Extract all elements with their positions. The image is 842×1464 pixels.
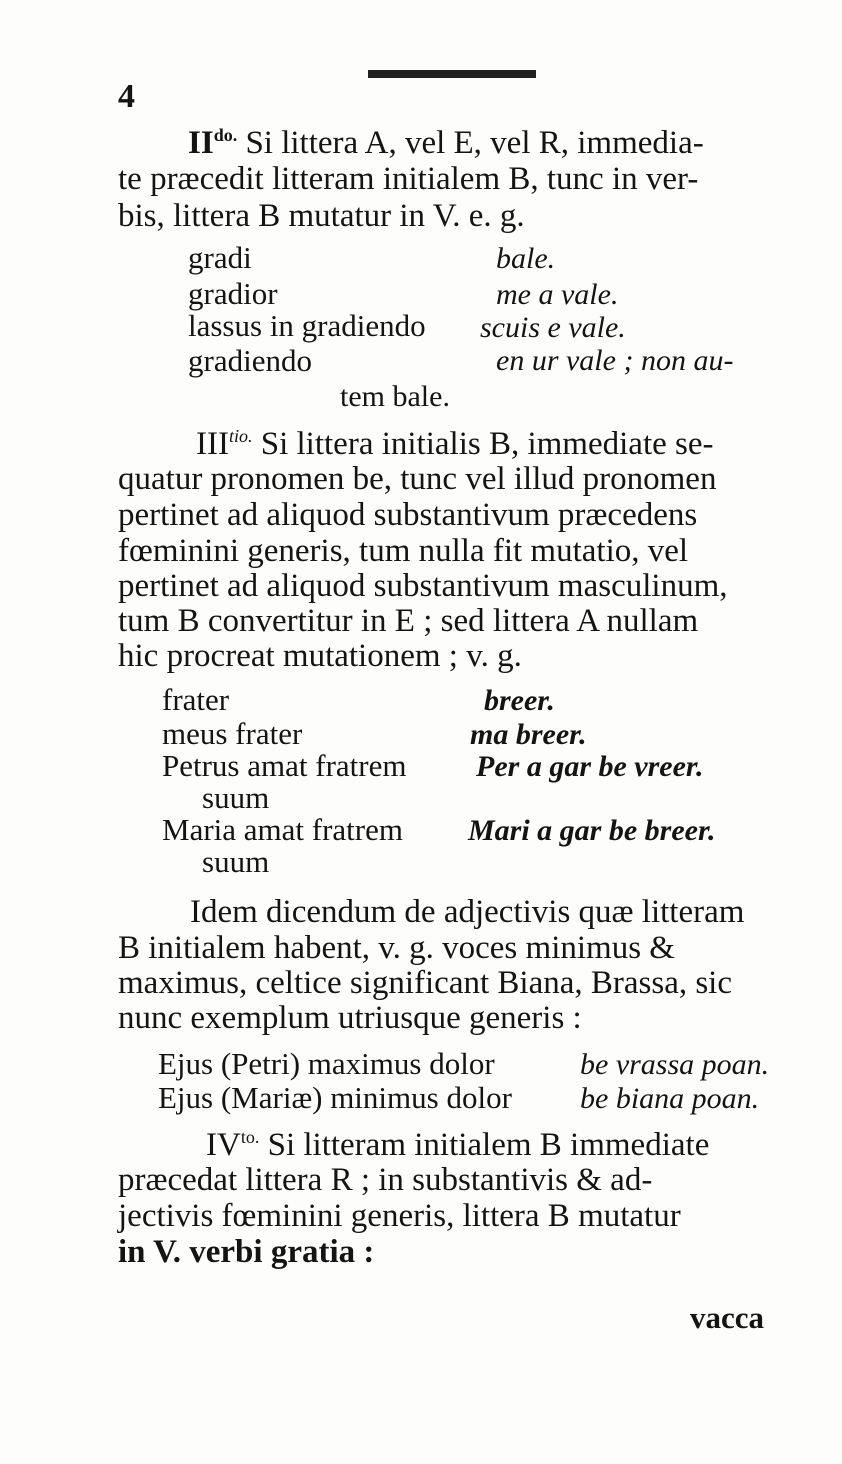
example-celtic: me a vale. xyxy=(496,278,619,311)
example-latin: Ejus (Mariæ) minimus dolor xyxy=(158,1080,512,1115)
catchword: vacca xyxy=(690,1300,765,1335)
example-latin: Ejus (Petri) maximus dolor xyxy=(158,1046,495,1081)
section-iii-line-6: tum B convertitur in E ; sed littera A nullam xyxy=(118,603,699,639)
example-celtic: be biana poan. xyxy=(580,1082,760,1115)
example-celtic: bale. xyxy=(496,242,556,275)
example-latin: suum xyxy=(202,844,270,879)
section-iv-line-1 xyxy=(206,1128,709,1162)
para-line-2: B initialem habent, v. g. voces minimus & xyxy=(118,930,675,966)
page-number: 4 xyxy=(118,78,135,115)
section-iv-marker-sup: to. xyxy=(240,1127,260,1147)
example-celtic: be vrassa poan. xyxy=(580,1048,770,1081)
example-latin: gradi xyxy=(188,240,252,275)
section-ii-marker: II xyxy=(188,125,214,161)
section-iii-line-5: pertinet ad aliquod substantivum masculinum, xyxy=(118,568,728,604)
example-latin: Petrus amat fratrem xyxy=(162,748,407,783)
section-iii-line-1 xyxy=(196,427,714,461)
section-iii-marker: III xyxy=(196,426,229,462)
section-iv-line-3: jectivis fœminini generis, littera B mutatur xyxy=(118,1198,681,1234)
section-ii-line-1 xyxy=(188,126,704,160)
para-line-3: maximus, celtice significant Biana, Brassa, sic xyxy=(118,965,732,1001)
section-iii-line-4: fœminini generis, tum nulla fit mutatio, vel xyxy=(118,533,689,569)
section-ii-line-2: te præcedit litteram initialem B, tunc in ver- xyxy=(118,161,699,197)
section-iv-marker: IV xyxy=(206,1127,241,1163)
header-rule xyxy=(368,70,536,78)
example-celtic: Mari a gar be breer. xyxy=(468,814,716,847)
example-celtic: ma breer. xyxy=(470,718,587,751)
section-ii-tail: tem bale. xyxy=(340,380,450,413)
section-iv-line-2: præcedat littera R ; in substantivis & ad- xyxy=(118,1162,653,1198)
example-latin: suum xyxy=(202,780,270,815)
example-latin: gradior xyxy=(188,276,278,311)
section-iii-line-2: quatur pronomen be, tunc vel illud pronomen xyxy=(118,461,717,497)
section-iii-marker-sup: tio. xyxy=(228,426,253,446)
section-ii-line-3: bis, littera B mutatur in V. e. g. xyxy=(118,198,525,234)
section-iv-text-1: Si litteram initialem B immediate xyxy=(267,1127,710,1163)
section-iv-line-4: in V. verbi gratia : xyxy=(118,1234,375,1270)
example-celtic: Per a gar be vreer. xyxy=(476,750,704,783)
example-latin: Maria amat fratrem xyxy=(162,812,403,847)
example-latin: meus frater xyxy=(162,716,303,751)
example-celtic: breer. xyxy=(484,684,555,717)
section-iii-line-7: hic procreat mutationem ; v. g. xyxy=(118,638,522,674)
para-line-4: nunc exemplum utriusque generis : xyxy=(118,1000,582,1036)
para-line-1: Idem dicendum de adjectivis quæ litteram xyxy=(190,894,745,930)
section-iii-text-1: Si littera initialis B, immediate se- xyxy=(260,426,714,462)
section-iii-line-3: pertinet ad aliquod substantivum præcedens xyxy=(118,497,698,533)
example-celtic: en ur vale ; non au- xyxy=(496,344,734,377)
section-ii-text-1: Si littera A, vel E, vel R, immedia- xyxy=(245,125,704,161)
section-ii-marker-sup: do. xyxy=(213,125,238,145)
example-celtic: scuis e vale. xyxy=(480,311,626,344)
example-latin: lassus in gradiendo xyxy=(188,308,426,343)
example-latin: frater xyxy=(162,682,230,717)
example-latin: gradiendo xyxy=(188,343,312,378)
